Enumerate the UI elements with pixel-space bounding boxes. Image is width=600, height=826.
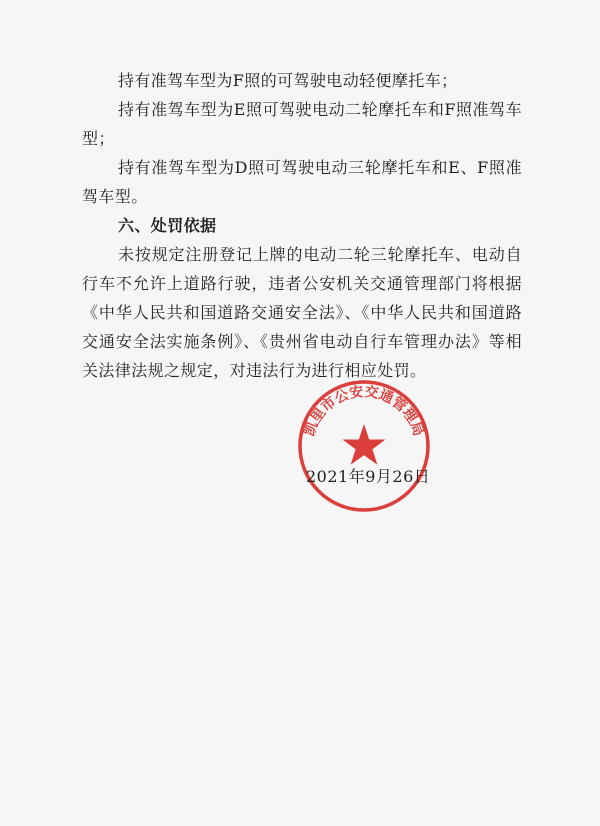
- license-d-paragraph: 持有准驾车型为D照可驾驶电动三轮摩托车和E、F照准驾车型。: [82, 158, 522, 206]
- license-f-paragraph: 持有准驾车型为F照的可驾驶电动轻便摩托车；: [118, 71, 458, 90]
- penalty-paragraph: 未按规定注册登记上牌的电动二轮三轮摩托车、电动自行车不允许上道路行驶，违者公安机关交通管理部门将根据《中华人民共和国道路交通安全法》、《中华人民共和国道路交通安全法实施条例》、《贵州省电动自行车管理办法》等相关法律法规之规定，对违法行为进行相应处罚。: [82, 245, 522, 380]
- section-heading: 六、处罚依据: [118, 216, 217, 235]
- seal-star-icon: [343, 424, 386, 465]
- license-e-paragraph: 持有准驾车型为E照可驾驶电动二轮摩托车和F照准驾车型；: [82, 100, 522, 148]
- document-body: [82, 66, 522, 385]
- seal-arc-text: 凯里市公安交通管理局: [301, 384, 427, 439]
- document-date: 2021年9月26日: [306, 467, 431, 486]
- official-seal: [296, 378, 432, 514]
